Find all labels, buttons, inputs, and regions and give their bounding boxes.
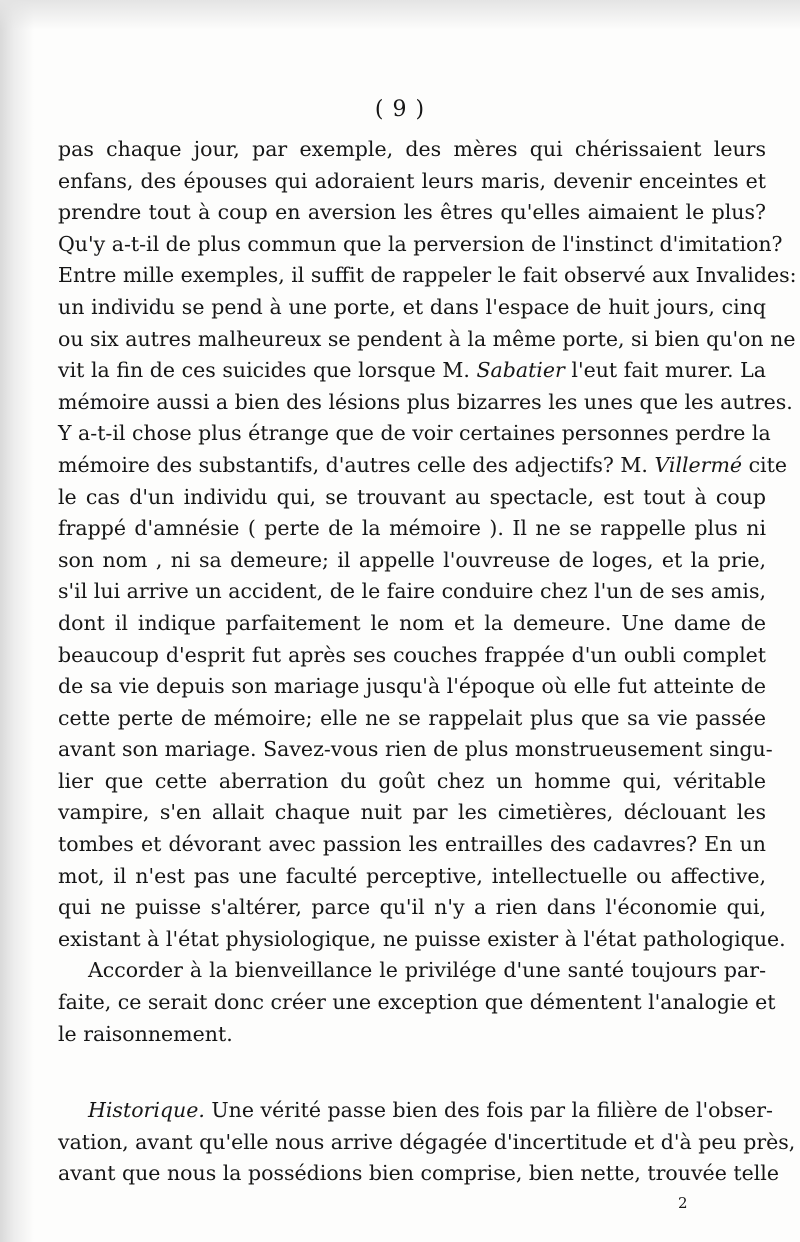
text-line: Y a-t-il chose plus étrange que de voir certaines personnes perdre la	[58, 421, 771, 446]
text-line: le cas d'un individu qui, se trouvant au spectacle, est tout à coup	[58, 484, 766, 509]
paragraph-gap	[58, 1050, 766, 1095]
text-line: son nom , ni sa demeure; il appelle l'ouvreuse de loges, et la prie,	[58, 547, 766, 572]
text-segment: cite	[742, 452, 787, 477]
page-edge-shadow	[0, 0, 34, 1242]
text-line: Entre mille exemples, il suffit de rappeler le fait observé aux Invalides:	[58, 263, 797, 288]
text-segment: mémoire des substantifs, d'autres celle des adjectifs? M.	[58, 452, 648, 477]
text-line: vampire, s'en allait chaque nuit par les cimetières, déclouant les	[58, 800, 766, 825]
text-segment: vit la fin de ces suicides que lorsque M.	[58, 358, 470, 383]
text-line: dont il indique parfaitement le nom et la demeure. Une dame de	[58, 610, 766, 635]
text-line: qui ne puisse s'altérer, parce qu'il n'y a rien dans l'économie qui,	[58, 895, 766, 920]
body-text	[58, 134, 797, 1190]
name-sabatier: Sabatier	[476, 358, 565, 383]
text-line: faite, ce serait donc créer une exception que démentent l'analogie et	[58, 990, 776, 1015]
text-line: de sa vie depuis son mariage jusqu'à l'époque où elle fut atteinte de	[58, 674, 766, 699]
text-line	[58, 450, 787, 482]
text-segment: l'eut fait murer. La	[564, 358, 766, 383]
name-villerme: Villermé	[654, 452, 743, 477]
text-line: mot, il n'est pas une faculté perceptive, intellectuelle ou affective,	[58, 863, 766, 888]
text-line: avant son mariage. Savez-vous rien de plus monstrueusement singu-	[58, 737, 773, 762]
text-line: enfans, des épouses qui adoraient leurs maris, devenir enceintes et	[58, 168, 766, 193]
page-top-shadow	[0, 0, 800, 30]
text-line: s'il lui arrive un accident, de le faire conduire chez l'un de ses amis,	[58, 579, 766, 604]
text-line: tombes et dévorant avec passion les entrailles des cadavres? En un	[58, 832, 766, 857]
text-line: beaucoup d'esprit fut après ses couches frappée d'un oubli complet	[58, 642, 766, 667]
text-line: lier que cette aberration du goût chez un homme qui, véritable	[58, 768, 766, 793]
text-line: Qu'y a-t-il de plus commun que la perversion de l'instinct d'imitation?	[58, 231, 783, 256]
text-line: vation, avant qu'elle nous arrive dégagée d'incertitude et d'à peu près,	[58, 1129, 796, 1154]
page-folio: ( 9 )	[374, 97, 426, 122]
text-line: mémoire aussi a bien des lésions plus bizarres les unes que les autres.	[58, 389, 793, 414]
text-line: cette perte de mémoire; elle ne se rappelait plus que sa vie passée	[58, 705, 766, 730]
text-line: ou six autres malheureux se pendent à la même porte, si bien qu'on ne	[58, 326, 796, 351]
text-line: prendre tout à coup en aversion les êtres qu'elles aimaient le plus?	[58, 200, 766, 225]
text-line: un individu se pend à une porte, et dans l'espace de huit jours, cinq	[58, 294, 766, 319]
text-line: frappé d'amnésie ( perte de la mémoire ). Il ne se rappelle plus ni	[58, 516, 766, 541]
text-line: le raisonnement.	[58, 1021, 233, 1046]
text-line	[58, 355, 766, 387]
signature-mark: 2	[678, 1194, 688, 1212]
text-segment: Une vérité passe bien des fois par la filière de l'obser-	[204, 1098, 773, 1123]
text-line: avant que nous la possédions bien comprise, bien nette, trouvée telle	[58, 1161, 779, 1186]
text-line: existant à l'état physiologique, ne puisse exister à l'état pathologique.	[58, 926, 786, 951]
text-line	[58, 1095, 773, 1127]
text-line: pas chaque jour, par exemple, des mères qui chérissaient leurs	[58, 137, 766, 161]
section-heading: Historique.	[88, 1098, 205, 1123]
text-line: Accorder à la bienveillance le privilége d'une santé toujours par-	[88, 958, 766, 983]
